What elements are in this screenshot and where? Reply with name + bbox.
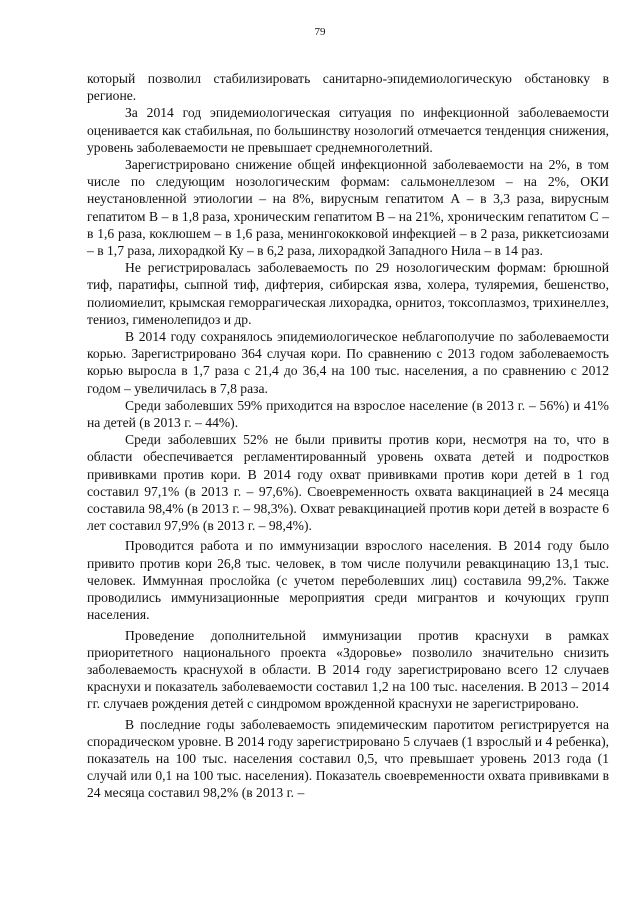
paragraph: Проведение дополнительной иммунизации против краснухи в рамках приоритетного национального проекта «Здоровье» позволило значительно снизить заболеваемость краснухой в области. В 2014 году зарегистрировано всего 12 случаев краснухи и показатель заболеваемости составил 1,2 на 100 тыс. населения. В 2013 – 2014 гг. случаев рождения детей с синдромом врожденной краснухи не зарегистрировано.: [87, 627, 609, 712]
paragraph: Среди заболевших 59% приходится на взрослое население (в 2013 г. – 56%) и 41% на детей (в 2013 г. – 44%).: [87, 397, 609, 431]
paragraph: Не регистрировалась заболеваемость по 29 нозологическим формам: брюшной тиф, паратифы, сыпной тиф, дифтерия, сибирская язва, холера, туляремия, бешенство, полиомиелит, крымская геморрагическая лихорадка, орнитоз, токсоплазмоз, трихинеллез, тениоз, гименолепидоз и др.: [87, 260, 609, 327]
paragraph: Среди заболевших 52% не были привиты против кори, несмотря на то, что в области обеспечивается регламентированный уровень охвата детей и подростков прививками против кори. В 2014 году охват прививками против кори детей в 1 год составил 97,1% (в 2013 г. – 97,6%). Своевременность охвата вакцинацией в 24 месяца составила 98,4% (в 2013 г. – 98,3%). Охват ревакцинацией против кори детей в возрасте 6 лет составил 97,9% (в 2013 г. – 98,4%).: [87, 432, 609, 534]
paragraph: Проводится работа и по иммунизации взрослого населения. В 2014 году было привито против кори 26,8 тыс. человек, в том числе получили ревакцинацию 13,1 тыс. человек. Иммунная прослойка (с учетом переболевших лиц) составила 99,2%. Также проводились иммунизационные мероприятия среди мигрантов и кочующих групп населения.: [87, 538, 609, 623]
paragraph: Зарегистрировано снижение общей инфекционной заболеваемости на 2%, в том числе по следующим нозологическим формам: сальмонеллезом – на 2%, ОКИ неустановленной этиологии – на 8%, вирусным гепатитом А – в 3,3 раза, вирусным гепатитом В – в 1,8 раза, хроническим гепатитом В – на 21%, хроническим гепатитом С – в 1,6 раза, коклюшем – в 1,6 раза, менингококковой инфекцией – в 2 раза, риккетсиозами – в 1,7 раза, лихорадкой Ку – в 6,2 раза, лихорадкой Западного Нила – в 14 раз.: [87, 157, 609, 259]
document-body: [87, 70, 609, 802]
paragraph: В 2014 году сохранялось эпидемиологическое неблагополучие по заболеваемости корью. Зарегистрировано 364 случая кори. По сравнению с 2013 годом заболеваемость корью выросла в 1,7 раза с 21,4 до 36,4 на 100 тыс. населения, а по сравнению с 2012 годом – увеличилась в 7,8 раза.: [87, 329, 609, 396]
paragraph: В последние годы заболеваемость эпидемическим паротитом регистрируется на спорадическом уровне. В 2014 году зарегистрировано 5 случаев (1 взрослый и 4 ребенка), показатель на 100 тыс. населения составил 0,5, что превышает уровень 2013 года (1 случай или 0,1 на 100 тыс. населения). Показатель своевременности охвата прививками в 24 месяца составил 98,2% (в 2013 г. –: [87, 716, 609, 801]
paragraph: За 2014 год эпидемиологическая ситуация по инфекционной заболеваемости оценивается как стабильная, по большинству нозологий отмечается тенденция снижения, уровень заболеваемости не превышает среднемноголетний.: [87, 105, 609, 155]
paragraph: который позволил стабилизировать санитарно-эпидемиологическую обстановку в регионе.: [87, 71, 609, 104]
page-number: 79: [314, 26, 326, 38]
